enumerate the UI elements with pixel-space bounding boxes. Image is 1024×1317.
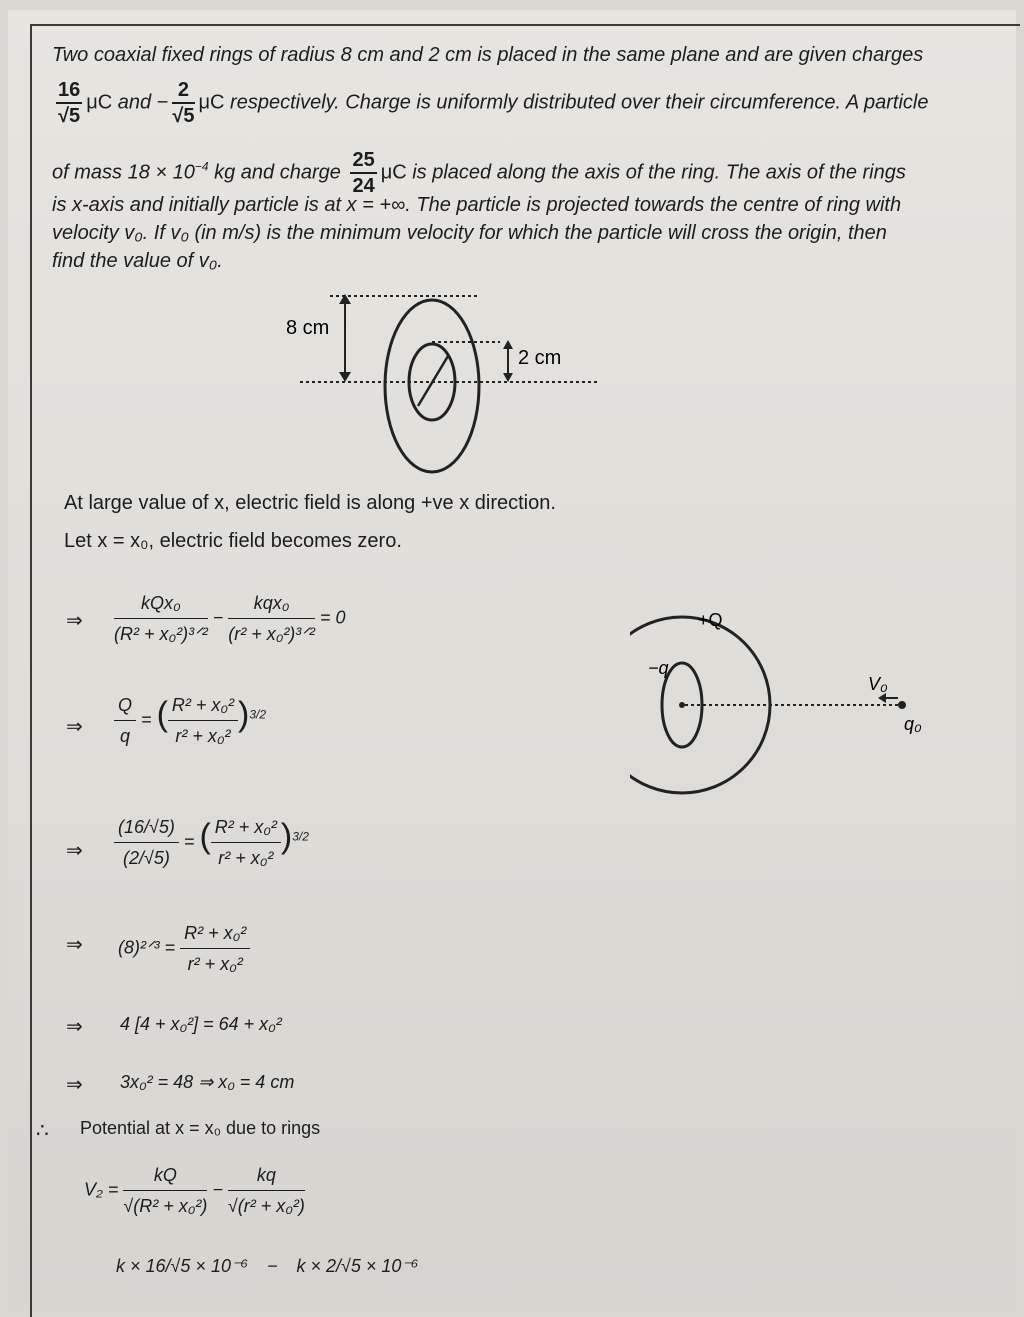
charge-figure [630, 600, 950, 810]
outer-ring [385, 300, 479, 472]
outer-charge-label: +Q [698, 610, 723, 630]
question-line-5: velocity v₀. If v₀ (in m/s) is the minimum velocity for which the particle will cross the origin, then [52, 222, 887, 244]
question-line-2: $\frac{16}{√5}$ μC and − $\frac{2}{√5}$ μC respectively. Charge is uniformly distributed over their circumference. A particle [58, 79, 929, 127]
equation-1: kQx₀ (R² + x₀²)³ᐟ² − kqx₀ (r² + x₀²)³ᐟ² = 0 [114, 588, 345, 649]
outer-radius-label: 8 cm [286, 317, 330, 339]
equation-3: $\frac{(16/√5)}{(2/√5)}$ = ( $\frac{\text{R² + x₀²}}{\text{r² + x₀²}}$ )$^{3/2}$ [114, 812, 309, 873]
implies-arrow: ⇒ [66, 1016, 83, 1038]
implies-arrow: ⇒ [66, 840, 83, 862]
solution-line-2: Let x = x₀, electric field becomes zero. [64, 530, 402, 552]
particle-charge-label: q₀ [904, 714, 922, 734]
inner-charge-label: −q [648, 658, 669, 678]
equation-6: 3x₀² = 48 ⇒ x₀ = 4 cm [120, 1072, 295, 1092]
question-line-6: find the value of v₀. [52, 250, 223, 272]
equation-2: $\frac{Q}{q}$ = ( $\frac{\text{R² + x₀²}}{\text{r² + x₀²}}$ )$^{3/2}$ [114, 690, 266, 751]
ring-center-dot [679, 702, 685, 708]
velocity-label: V₀ [868, 674, 888, 694]
implies-arrow: ⇒ [66, 1074, 83, 1096]
rings-figure [270, 282, 610, 474]
solution-line-1: At large value of x, electric field is along +ve x direction. [64, 492, 556, 514]
inner-radius-label: 2 cm [518, 347, 562, 369]
question-line-1: Two coaxial fixed rings of radius 8 cm and 2 cm is placed in the same plane and are given charges [52, 44, 924, 66]
therefore-symbol: ∴ [36, 1120, 49, 1142]
charge-1-fraction: $\frac{16}{√5}$ [58, 79, 81, 127]
equation-7: V₂ = $\frac{kQ}{\text{√(R² + x₀²)}}$ − $\frac{kq}{\text{√(r² + x₀²)}}$ [84, 1160, 305, 1221]
question-line-3: of mass $18 \times 10^{-4}$ kg and charge $\frac{25}{24}$ μC is placed along the axis of the ring. The axis of the rings [52, 149, 906, 197]
equation-4: (8)²ᐟ³ = $\frac{\text{R² + x₀²}}{\text{r² + x₀²}}$ [118, 918, 250, 979]
question-line-4: is x-axis and initially particle is at x = +∞. The particle is projected towards the centre of ring with [52, 194, 902, 216]
charge-2-fraction: $\frac{2}{√5}$ [172, 79, 195, 127]
implies-arrow: ⇒ [66, 610, 83, 632]
particle-dot [898, 701, 906, 709]
charge-3-fraction: $\frac{25}{24}$ [352, 149, 375, 197]
solution-line-3: Potential at x = x₀ due to rings [80, 1118, 321, 1138]
equation-5: 4 [4 + x₀²] = 64 + x₀² [120, 1014, 282, 1034]
implies-arrow: ⇒ [66, 934, 83, 956]
implies-arrow: ⇒ [66, 716, 83, 738]
equation-8: k × 16/√5 × 10⁻⁶ − k × 2/√5 × 10⁻⁶ [116, 1256, 419, 1276]
